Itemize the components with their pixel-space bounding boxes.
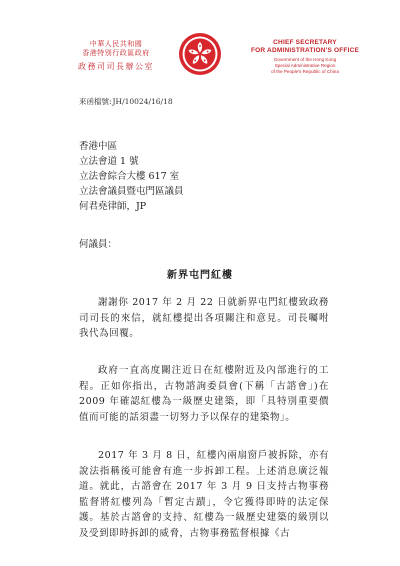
office-title-english-line2: FOR ADMINISTRATION'S OFFICE	[250, 47, 360, 54]
government-name-english-line2: Special Administrative Region	[274, 63, 336, 68]
address-line: 何君堯律師，JP	[79, 201, 147, 212]
government-name-english-line3: of the People's Republic of China	[271, 69, 339, 74]
body-paragraph-2: 政府一直高度關注近日在紅樓附近及內部進行的工程。正如你指出，古物諮詢委員會(下稱「古諮會」)在 2009 年確認紅樓為一級歷史建築，即「具特別重要價值而可能的話須盡一切努力予以保存的建築物」。	[79, 365, 329, 423]
office-title-english-line1: CHIEF SECRETARY	[273, 39, 337, 46]
body-paragraph-3: 2017 年 3 月 8 日，紅樓內兩扇窗戶被拆除，亦有說法指稱後可能會有進一步拆卸工程。上述消息廣泛報道。就此，古諮會在 2017 年 3 月 9 日支持古物事務監督將紅樓列為「暫定古蹟」，令它獲得即時的法定保護。基於古諮會的支持、紅樓為一級歷史建築的級別以及受到即時拆卸的威脅，古物事務監督根據《古	[79, 450, 329, 539]
salutation: 何議員：	[79, 239, 118, 250]
reference-value: JH/10024/16/18	[112, 97, 173, 106]
body-paragraph-1: 謝謝你 2017 年 2 月 22 日就新界屯門紅樓致政務司司長的來信，就紅樓提出各項關注和意見。司長囑咐我代為回覆。	[79, 297, 329, 339]
country-name-chinese: 中華人民共和國	[89, 40, 143, 48]
address-line: 立法會道 1 號	[79, 156, 139, 167]
letter-subject: 新界屯門紅樓	[167, 270, 233, 281]
regional-emblem-icon	[178, 32, 222, 76]
address-line: 立法會綜合大樓 617 室	[79, 171, 180, 182]
office-name-chinese	[56, 40, 176, 72]
government-name-english-line1: Government of the Hong Kong	[273, 57, 337, 62]
region-name-chinese: 香港特別行政區政府	[82, 49, 150, 57]
reference-colon: :	[109, 97, 112, 106]
address-line: 香港中區	[79, 141, 118, 152]
office-name-english	[230, 39, 380, 75]
reference-label: 來函檔號	[79, 97, 109, 106]
recipient-address	[79, 139, 184, 214]
office-title-chinese: 政務司司長辦公室	[78, 62, 154, 71]
address-line: 立法會議員暨屯門區議員	[79, 186, 184, 197]
reference-number	[79, 97, 173, 107]
